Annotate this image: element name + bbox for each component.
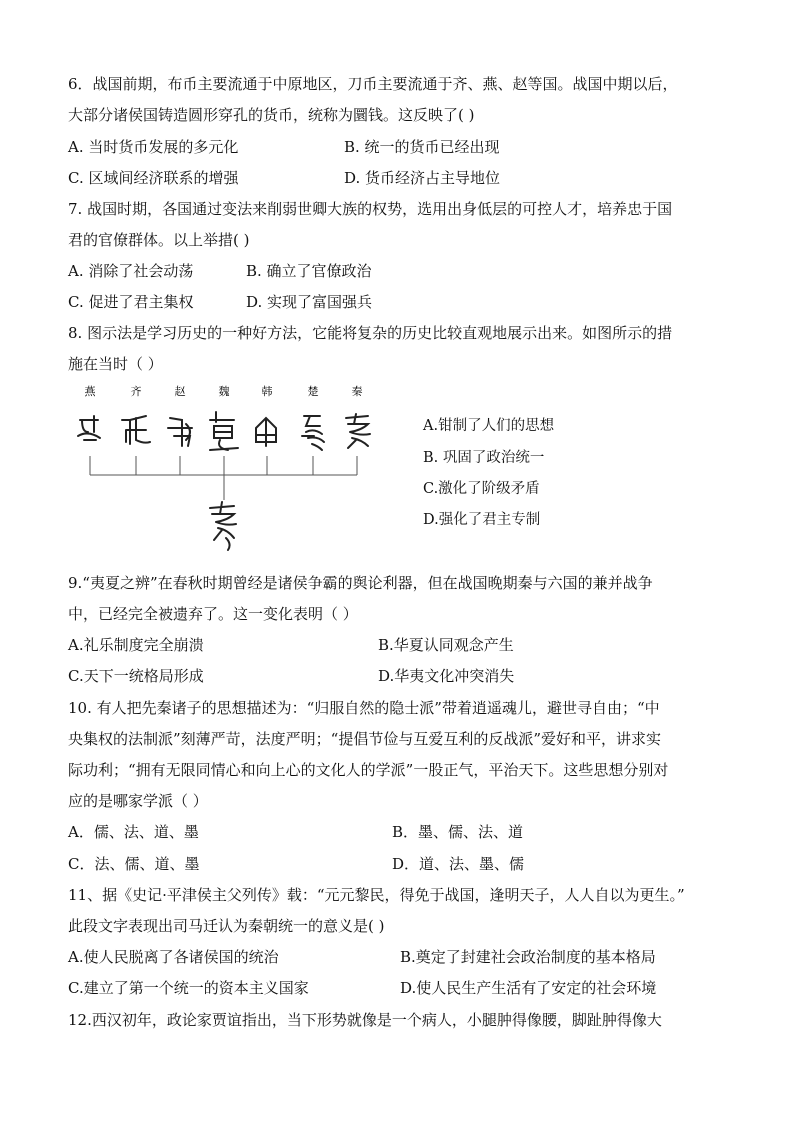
q8-option-a: A.钳制了人们的思想 bbox=[423, 418, 555, 434]
q8-stem-line1: 8. 图示法是学习历史的一种好方法，它能将复杂的历史比较直观地展示出来。如图所示的措 bbox=[68, 324, 673, 342]
q9-option-c: C.天下一统格局形成 bbox=[68, 667, 204, 685]
chu-seal-glyph bbox=[302, 416, 324, 450]
state-label-qin: 秦 bbox=[351, 385, 363, 398]
q9-stem-line1: 9.“夷夏之辨”在春秋时期曾经是诸侯争霸的舆论利器，但在战国晚期秦与六国的兼并战争 bbox=[68, 574, 653, 592]
q10-option-b: B．墨、儒、法、道 bbox=[392, 823, 524, 841]
script-unification-diagram bbox=[70, 380, 390, 560]
q8-option-b: B. 巩固了政治统一 bbox=[423, 450, 545, 466]
q12-stem-line1: 12.西汉初年，政论家贾谊指出，当下形势就像是一个病人，小腿肿得像腰，脚趾肿得像大 bbox=[68, 1011, 662, 1029]
state-label-zhao: 赵 bbox=[174, 385, 186, 398]
q6-option-b: B. 统一的货币已经出现 bbox=[344, 138, 500, 156]
qi-seal-glyph bbox=[122, 416, 150, 444]
q10-option-a: A．儒、法、道、墨 bbox=[68, 823, 199, 841]
q9-option-a: A.礼乐制度完全崩溃 bbox=[68, 636, 204, 654]
q10-option-d: D．道、法、墨、儒 bbox=[392, 855, 525, 873]
q8-option-d: D.强化了君主专制 bbox=[423, 512, 541, 528]
q8-option-c: C.激化了阶级矛盾 bbox=[423, 481, 540, 497]
q9-option-d: D.华夷文化冲突消失 bbox=[378, 667, 515, 685]
q11-option-c: C.建立了第一个统一的资本主义国家 bbox=[68, 979, 309, 997]
q11-option-a: A.使人民脱离了各诸侯国的统治 bbox=[68, 948, 279, 966]
q6-option-a: A. 当时货币发展的多元化 bbox=[68, 138, 239, 156]
wei-seal-glyph bbox=[210, 412, 238, 450]
unification-connector bbox=[90, 456, 357, 500]
q7-option-c: C. 促进了君主集权 bbox=[68, 293, 194, 311]
q6-stem-line2: 大部分诸侯国铸造圆形穿孔的货币，统称为圜钱。这反映了( ) bbox=[68, 106, 475, 124]
q6-option-d: D. 货币经济占主导地位 bbox=[344, 169, 501, 187]
q6-stem-line1: 6．战国前期，布币主要流通于中原地区，刀币主要流通于齐、燕、赵等国。战国中期以后， bbox=[68, 75, 678, 93]
q11-option-b: B.奠定了封建社会政治制度的基本格局 bbox=[400, 948, 656, 966]
q7-stem-line1: 7. 战国时期，各国通过变法来削弱世卿大族的权势，选用出身低层的可控人才，培养忠于国 bbox=[68, 200, 673, 218]
zhao-seal-glyph bbox=[168, 418, 192, 446]
state-label-wei: 魏 bbox=[218, 385, 230, 398]
q7-option-b: B. 确立了官僚政治 bbox=[246, 262, 372, 280]
q7-option-d: D. 实现了富国强兵 bbox=[246, 293, 373, 311]
q8-stem-line2: 施在当时（ ） bbox=[68, 355, 163, 373]
han-seal-glyph bbox=[256, 418, 276, 446]
q11-stem-line1: 11、据《史记·平津侯主父列传》载：“元元黎民，得免于战国，逢明天子，人人自以为更生。” bbox=[68, 886, 685, 904]
qin-seal-glyph bbox=[346, 414, 370, 448]
q6-option-c: C. 区域间经济联系的增强 bbox=[68, 169, 239, 187]
q10-option-c: C．法、儒、道、墨 bbox=[68, 855, 200, 873]
q11-stem-line2: 此段文字表现出司马迁认为秦朝统一的意义是( ) bbox=[68, 917, 385, 935]
q10-stem-line3: 际功利；“拥有无限同情心和向上心的文化人的学派”一股正气，平治天下。这些思想分别对 bbox=[68, 761, 669, 779]
yan-seal-glyph bbox=[78, 416, 100, 440]
q9-option-b: B.华夏认同观念产生 bbox=[378, 636, 514, 654]
q7-option-a: A. 消除了社会动荡 bbox=[68, 262, 194, 280]
q11-option-d: D.使人民生产生活有了安定的社会环境 bbox=[400, 979, 657, 997]
state-label-qi: 齐 bbox=[130, 385, 142, 398]
q10-stem-line4: 应的是哪家学派（ ） bbox=[68, 792, 208, 810]
unified-qin-seal-glyph bbox=[210, 502, 236, 550]
q7-stem-line2: 君的官僚群体。以上举措( ) bbox=[68, 231, 250, 249]
q9-stem-line2: 中，已经完全被遗弃了。这一变化表明（ ） bbox=[68, 605, 358, 623]
state-label-han: 韩 bbox=[261, 385, 273, 398]
q10-stem-line1: 10. 有人把先秦诸子的思想描述为：“归服自然的隐士派”带着逍遥魂儿，避世寻自由；“中 bbox=[68, 699, 660, 717]
state-label-chu: 楚 bbox=[307, 385, 319, 398]
q10-stem-line2: 央集权的法制派”刻薄严苛，法度严明；“提倡节俭与互爱互利的反战派”爱好和平，讲求实 bbox=[68, 730, 662, 748]
state-label-yan: 燕 bbox=[84, 385, 96, 398]
